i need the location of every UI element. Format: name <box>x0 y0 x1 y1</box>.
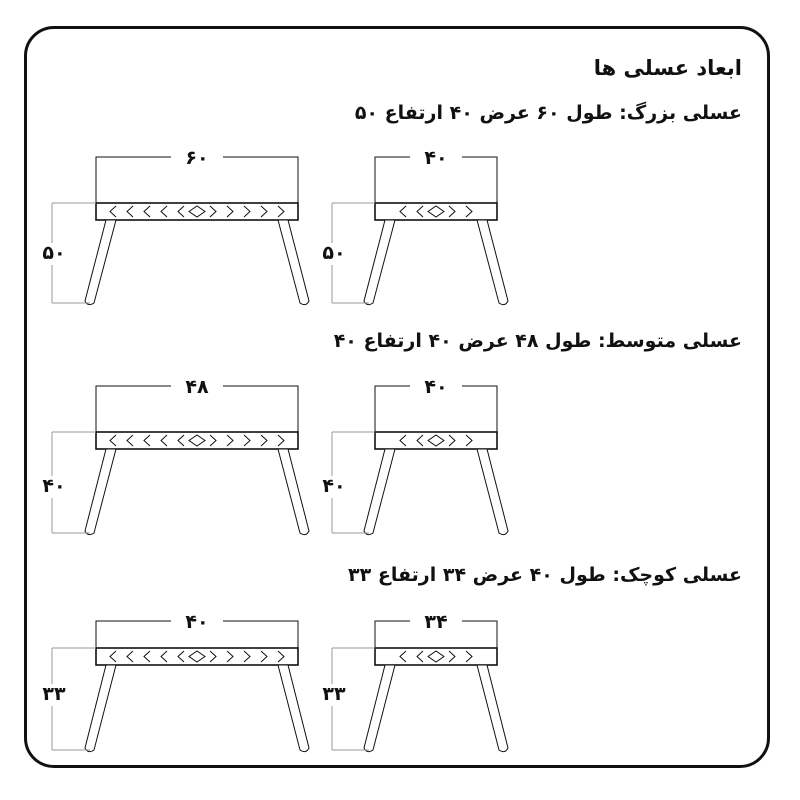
width-label: ۳۴ <box>424 611 448 633</box>
width-label: ۴۰ <box>424 376 448 398</box>
height-label: ۳۳ <box>322 683 346 705</box>
table-leg-right <box>278 665 309 752</box>
width-label: ۶۰ <box>185 147 209 169</box>
table-front-small <box>34 611 309 752</box>
table-leg-right <box>477 665 508 752</box>
height-label: ۴۰ <box>42 475 66 497</box>
table-front-medium <box>34 376 309 535</box>
table-side-large <box>314 147 508 305</box>
table-front-large <box>34 147 309 305</box>
table-leg-right <box>477 220 508 305</box>
page-title: ابعاد عسلی ها <box>593 56 742 80</box>
height-label: ۴۰ <box>322 475 346 497</box>
table-leg-left <box>364 449 395 535</box>
table-leg-right <box>278 220 309 305</box>
width-label: ۴۰ <box>185 611 209 633</box>
height-label: ۵۰ <box>322 242 346 264</box>
height-label: ۳۳ <box>42 683 66 705</box>
table-leg-left <box>85 220 116 305</box>
table-leg-left <box>85 449 116 535</box>
height-label: ۵۰ <box>42 242 66 264</box>
width-label: ۴۸ <box>185 376 209 398</box>
table-side-medium <box>314 376 508 535</box>
table-leg-right <box>278 449 309 535</box>
table-leg-left <box>364 665 395 752</box>
section-heading-small: عسلی کوچک: طول ۴۰ عرض ۳۴ ارتفاع ۳۳ <box>348 564 742 586</box>
table-leg-left <box>85 665 116 752</box>
table-leg-left <box>364 220 395 305</box>
width-label: ۴۰ <box>424 147 448 169</box>
section-heading-medium: عسلی متوسط: طول ۴۸ عرض ۴۰ ارتفاع ۴۰ <box>333 330 742 352</box>
table-leg-right <box>477 449 508 535</box>
table-side-small <box>314 611 508 752</box>
section-heading-large: عسلی بزرگ: طول ۶۰ عرض ۴۰ ارتفاع ۵۰ <box>354 102 742 124</box>
